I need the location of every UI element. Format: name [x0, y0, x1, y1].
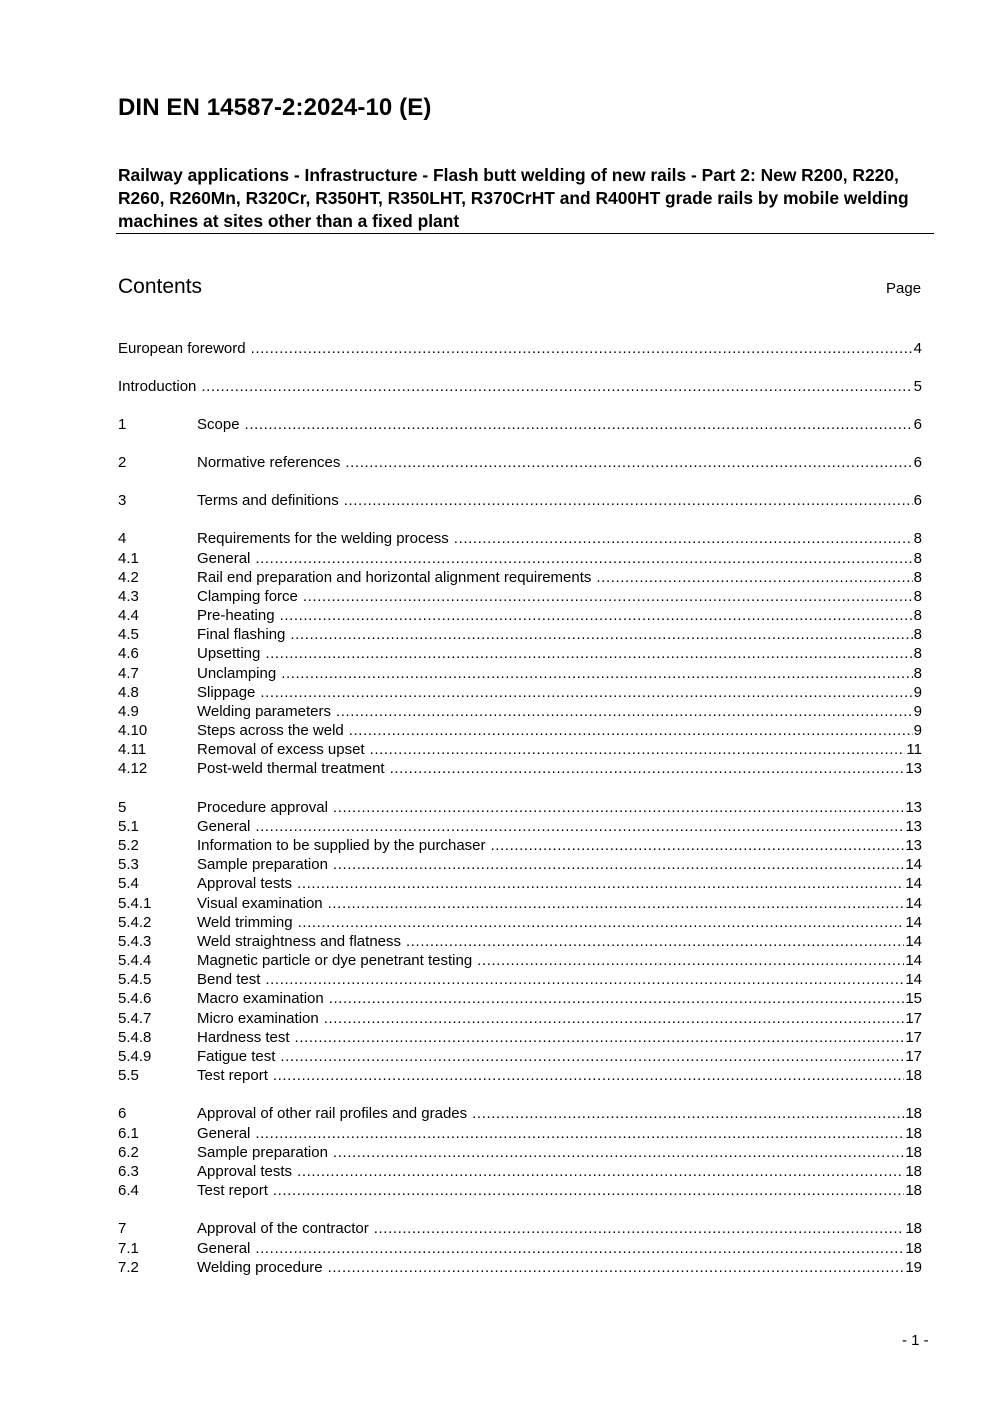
toc-dot-leader	[255, 1239, 904, 1258]
toc-entry-page: 6	[913, 492, 922, 509]
document-id: DIN EN 14587-2:2024-10 (E)	[118, 94, 432, 121]
toc-entry[interactable]	[118, 798, 922, 817]
toc-entry-title: Approval tests	[197, 1163, 293, 1180]
toc-dot-leader	[454, 529, 913, 548]
toc-entry-title: Steps across the weld	[197, 722, 344, 739]
toc-entry-page: 8	[913, 665, 922, 682]
toc-entry[interactable]	[118, 1181, 922, 1200]
toc-entry-number: 6.2	[118, 1144, 139, 1161]
toc-entry-title: Procedure approval	[197, 799, 328, 816]
toc-dot-leader	[336, 702, 913, 721]
toc-entry-title: Test report	[197, 1182, 268, 1199]
toc-entry-title: Bend test	[197, 971, 261, 988]
toc-entry[interactable]	[118, 932, 922, 951]
toc-entry[interactable]	[118, 1009, 922, 1028]
toc-entry-page: 14	[905, 856, 922, 873]
toc-dot-leader	[255, 817, 904, 836]
toc-entry-page: 17	[905, 1029, 922, 1046]
toc-entry[interactable]	[118, 989, 922, 1008]
toc-entry-page: 8	[913, 645, 922, 662]
toc-dot-leader	[390, 759, 905, 778]
toc-entry-title: General	[197, 1125, 251, 1142]
toc-entry-page: 18	[905, 1105, 922, 1122]
toc-entry-title: General	[197, 818, 251, 835]
toc-entry-title: Weld straightness and flatness	[197, 933, 402, 950]
toc-dot-leader	[472, 1104, 904, 1123]
toc-dot-leader	[297, 874, 904, 893]
toc-entry-page: 9	[913, 722, 922, 739]
toc-entry-title: Welding procedure	[197, 1259, 323, 1276]
toc-entry-title: Removal of excess upset	[197, 741, 365, 758]
toc-dot-leader	[477, 951, 904, 970]
toc-entry-page: 13	[905, 760, 922, 777]
toc-dot-leader	[333, 855, 904, 874]
toc-entry-number: 5.4	[118, 875, 139, 892]
toc-entry-title: General	[197, 550, 251, 567]
toc-entry[interactable]	[118, 1219, 922, 1238]
toc-dot-leader	[265, 970, 904, 989]
title-divider	[116, 233, 934, 234]
toc-entry-title: Normative references	[197, 454, 341, 471]
toc-entry-number: 7	[118, 1220, 127, 1237]
toc-entry-number: 6.3	[118, 1163, 139, 1180]
toc-entry-number: 4.4	[118, 607, 139, 624]
toc-entry-number: 4.2	[118, 569, 139, 586]
toc-entry[interactable]	[118, 1066, 922, 1085]
toc-dot-leader	[251, 339, 913, 358]
toc-entry[interactable]	[118, 491, 922, 510]
toc-dot-leader	[406, 932, 904, 951]
toc-entry[interactable]	[118, 894, 922, 913]
toc-dot-leader	[345, 453, 912, 472]
toc-entry-page: 14	[905, 875, 922, 892]
toc-entry-number: 5.4.9	[118, 1048, 152, 1065]
toc-entry[interactable]	[118, 1124, 922, 1143]
toc-entry-title: Unclamping	[197, 665, 277, 682]
toc-entry-title: Sample preparation	[197, 1144, 328, 1161]
toc-entry-page: 6	[913, 416, 922, 433]
toc-entry-number: 5.2	[118, 837, 139, 854]
toc-entry-title: Requirements for the welding process	[197, 530, 449, 547]
contents-heading: Contents	[118, 275, 203, 298]
toc-entry-number: 4.8	[118, 684, 139, 701]
toc-entry-number: 5.4.1	[118, 895, 152, 912]
toc-entry-number: 6.4	[118, 1182, 139, 1199]
toc-entry-page: 14	[905, 914, 922, 931]
toc-entry[interactable]	[118, 1028, 922, 1047]
toc-dot-leader	[344, 491, 913, 510]
toc-dot-leader	[281, 664, 912, 683]
toc-entry[interactable]	[118, 377, 922, 396]
toc-entry[interactable]	[118, 1104, 922, 1123]
toc-entry[interactable]	[118, 836, 922, 855]
toc-entry[interactable]	[118, 453, 922, 472]
toc-entry[interactable]	[118, 568, 922, 587]
toc-entry[interactable]	[118, 1258, 922, 1277]
toc-dot-leader	[349, 721, 913, 740]
toc-dot-leader	[491, 836, 905, 855]
toc-entry-title: Terms and definitions	[197, 492, 339, 509]
toc-entry-page: 17	[905, 1010, 922, 1027]
toc-entry-page: 8	[913, 550, 922, 567]
toc-dot-leader	[280, 1047, 904, 1066]
toc-entry-number: 7.1	[118, 1240, 139, 1257]
toc-entry[interactable]	[118, 702, 922, 721]
toc-entry-title: Introduction	[118, 378, 197, 395]
toc-entry-page: 8	[913, 569, 922, 586]
toc-entry-number: 4.3	[118, 588, 139, 605]
toc-entry-title: General	[197, 1240, 251, 1257]
toc-dot-leader	[245, 415, 913, 434]
toc-entry-page: 5	[913, 378, 922, 395]
toc-entry-title: Clamping force	[197, 588, 298, 605]
toc-entry-number: 5.4.8	[118, 1029, 152, 1046]
toc-entry-number: 4.5	[118, 626, 139, 643]
toc-entry-title: Hardness test	[197, 1029, 290, 1046]
toc-entry[interactable]	[118, 625, 922, 644]
toc-entry-page: 18	[905, 1067, 922, 1084]
toc-dot-leader	[328, 1258, 905, 1277]
toc-entry[interactable]	[118, 759, 922, 778]
toc-entry-page: 14	[905, 971, 922, 988]
toc-entry-number: 5	[118, 799, 127, 816]
toc-entry-page: 19	[905, 1259, 922, 1276]
toc-entry-page: 9	[913, 703, 922, 720]
toc-entry-page: 17	[905, 1048, 922, 1065]
toc-entry-page: 8	[913, 607, 922, 624]
toc-entry[interactable]	[118, 951, 922, 970]
toc-entry[interactable]	[118, 529, 922, 548]
toc-entry[interactable]	[118, 339, 922, 358]
toc-dot-leader	[333, 798, 904, 817]
toc-entry[interactable]	[118, 817, 922, 836]
toc-entry-title: Welding parameters	[197, 703, 331, 720]
toc-entry-number: 4.1	[118, 550, 139, 567]
toc-entry-page: 18	[905, 1125, 922, 1142]
toc-entry-number: 4.6	[118, 645, 139, 662]
toc-entry-title: Test report	[197, 1067, 268, 1084]
toc-entry[interactable]	[118, 740, 922, 759]
toc-entry-number: 6	[118, 1105, 127, 1122]
toc-dot-leader	[273, 1066, 904, 1085]
toc-entry-page: 15	[905, 990, 922, 1007]
toc-entry-page: 14	[905, 933, 922, 950]
toc-entry-number: 4.10	[118, 722, 148, 739]
toc-dot-leader	[273, 1181, 904, 1200]
toc-entry[interactable]	[118, 970, 922, 989]
toc-dot-leader	[374, 1219, 905, 1238]
toc-entry-number: 5.4.3	[118, 933, 152, 950]
toc-dot-leader	[333, 1143, 904, 1162]
toc-entry-title: Approval tests	[197, 875, 293, 892]
toc-entry-page: 14	[905, 895, 922, 912]
toc-entry-title: Post-weld thermal treatment	[197, 760, 385, 777]
toc-dot-leader	[596, 568, 912, 587]
toc-dot-leader	[328, 894, 905, 913]
toc-entry-title: Macro examination	[197, 990, 324, 1007]
toc-dot-leader	[290, 625, 912, 644]
toc-entry-number: 4.12	[118, 760, 148, 777]
toc-entry-title: Final flashing	[197, 626, 286, 643]
toc-entry-page: 18	[905, 1182, 922, 1199]
toc-entry-title: Approval of the contractor	[197, 1220, 369, 1237]
toc-dot-leader	[370, 740, 906, 759]
toc-dot-leader	[265, 644, 912, 663]
toc-entry[interactable]	[118, 587, 922, 606]
toc-entry[interactable]	[118, 721, 922, 740]
toc-entry-title: Slippage	[197, 684, 256, 701]
toc-dot-leader	[255, 549, 912, 568]
toc-entry-number: 3	[118, 492, 127, 509]
toc-entry-title: Visual examination	[197, 895, 323, 912]
toc-entry-title: Approval of other rail profiles and grades	[197, 1105, 468, 1122]
toc-entry-page: 18	[905, 1144, 922, 1161]
toc-dot-leader	[303, 587, 913, 606]
toc-entry-page: 18	[905, 1163, 922, 1180]
toc-entry-page: 13	[905, 799, 922, 816]
page-column-heading: Page	[886, 280, 922, 297]
toc-entry-number: 2	[118, 454, 127, 471]
toc-entry-number: 1	[118, 416, 127, 433]
toc-entry[interactable]	[118, 874, 922, 893]
toc-dot-leader	[295, 1028, 905, 1047]
document-title: Railway applications - Infrastructure - Flash butt welding of new rails - Part 2: New R200, R220, R260, R260Mn, R320Cr, R350HT, R350LHT, R370CrHT and R400HT grade rails by mobile welding machines at sites other than a fixed plant	[118, 165, 909, 231]
toc-entry[interactable]	[118, 1143, 922, 1162]
toc-entry-number: 4.11	[118, 741, 147, 758]
toc-entry-page: 13	[905, 818, 922, 835]
toc-entry-number: 4.9	[118, 703, 139, 720]
toc-dot-leader	[329, 989, 905, 1008]
toc-entry[interactable]	[118, 1162, 922, 1181]
toc-dot-leader	[297, 1162, 904, 1181]
toc-entry-number: 5.4.6	[118, 990, 152, 1007]
toc-entry[interactable]	[118, 855, 922, 874]
toc-entry-title: Sample preparation	[197, 856, 328, 873]
toc-entry[interactable]	[118, 415, 922, 434]
toc-entry[interactable]	[118, 1047, 922, 1066]
toc-entry-page: 11	[906, 741, 922, 758]
toc-entry-page: 9	[913, 684, 922, 701]
toc-entry-title: Pre-heating	[197, 607, 275, 624]
toc-entry-page: 4	[913, 340, 922, 357]
toc-entry-title: Upsetting	[197, 645, 261, 662]
toc-entry-number: 4.7	[118, 665, 139, 682]
toc-entry-title: Magnetic particle or dye penetrant testing	[197, 952, 473, 969]
toc-dot-leader	[324, 1009, 905, 1028]
toc-entry-number: 5.4.2	[118, 914, 152, 931]
toc-entry-number: 5.4.7	[118, 1010, 152, 1027]
toc-entry-title: Rail end preparation and horizontal alignment requirements	[197, 569, 592, 586]
toc-entry-number: 5.4.5	[118, 971, 152, 988]
toc-entry-page: 6	[913, 454, 922, 471]
toc-entry-number: 5.5	[118, 1067, 139, 1084]
toc-entry[interactable]	[118, 1239, 922, 1258]
toc-entry[interactable]	[118, 606, 922, 625]
toc-entry-title: Scope	[197, 416, 240, 433]
toc-entry-title: Weld trimming	[197, 914, 293, 931]
toc-entry[interactable]	[118, 549, 922, 568]
toc-entry-number: 4	[118, 530, 127, 547]
toc-entry-title: European foreword	[118, 340, 246, 357]
toc-entry-title: Micro examination	[197, 1010, 319, 1027]
toc-entry-page: 8	[913, 626, 922, 643]
toc-entry[interactable]	[118, 664, 922, 683]
toc-dot-leader	[260, 683, 912, 702]
toc-dot-leader	[201, 377, 912, 396]
toc-entry[interactable]	[118, 683, 922, 702]
toc-entry-number: 5.4.4	[118, 952, 152, 969]
toc-entry-page: 8	[913, 530, 922, 547]
toc-dot-leader	[298, 913, 905, 932]
toc-entry-title: Fatigue test	[197, 1048, 276, 1065]
toc-entry-page: 18	[905, 1220, 922, 1237]
toc-entry-page: 18	[905, 1240, 922, 1257]
toc-entry-number: 7.2	[118, 1259, 139, 1276]
toc-entry-number: 5.1	[118, 818, 139, 835]
toc-entry-page: 14	[905, 952, 922, 969]
toc-dot-leader	[255, 1124, 904, 1143]
page-number: - 1 -	[902, 1332, 929, 1349]
toc-entry-title: Information to be supplied by the purchaser	[197, 837, 486, 854]
toc-entry-page: 8	[913, 588, 922, 605]
toc-entry[interactable]	[118, 644, 922, 663]
toc-entry[interactable]	[118, 913, 922, 932]
toc-dot-leader	[280, 606, 913, 625]
toc-entry-number: 6.1	[118, 1125, 139, 1142]
toc-entry-number: 5.3	[118, 856, 139, 873]
toc-entry-page: 13	[905, 837, 922, 854]
